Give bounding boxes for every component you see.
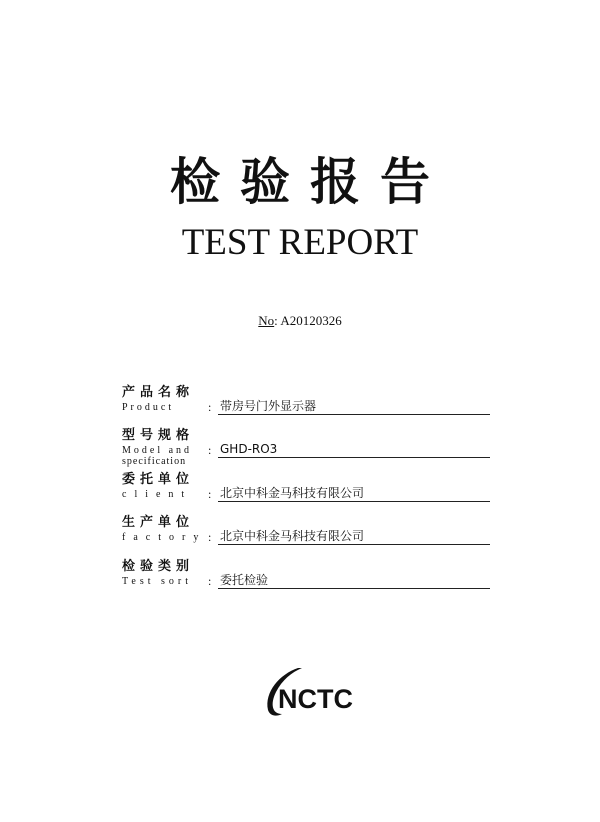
field-product [122,385,488,415]
field-model-label-en2: specification [122,456,187,467]
field-test-sort-value: 委托检验 [218,573,490,589]
nctc-logo-text: NCTC [278,684,353,714]
field-model-label-en: Model and [122,445,193,456]
field-product-colon: : [208,400,212,414]
field-client-colon: : [208,487,212,501]
field-model-value: GHD-RO3 [218,442,490,458]
field-product-label-cn: 产品名称 [122,385,195,400]
field-client-label-cn: 委托单位 [122,472,195,487]
nctc-logo [258,664,358,720]
field-client [122,472,488,502]
report-number-separator: : [274,313,281,328]
field-product-label-en: Product [122,402,175,413]
field-model-colon: : [208,443,212,457]
field-test-sort-label-en: Test sort [122,576,193,587]
report-title-chinese: 检验报告 [170,153,450,211]
field-client-value: 北京中科金马科技有限公司 [218,486,490,502]
field-model-label-cn: 型号规格 [122,428,195,443]
field-factory [122,515,488,545]
field-factory-value: 北京中科金马科技有限公司 [218,529,490,545]
field-product-value: 带房号门外显示器 [218,399,490,415]
report-number-label: No [258,313,275,328]
field-client-label-en: client [122,489,193,500]
field-test-sort-colon: : [208,574,212,588]
report-number-value: A20120326 [280,313,342,328]
report-number [0,313,600,329]
field-factory-label-cn: 生产单位 [122,515,195,530]
field-model [122,428,488,468]
report-title-english: TEST REPORT [181,222,419,263]
field-factory-colon: : [208,530,212,544]
field-test-sort [122,559,488,589]
field-factory-label-en: factory [122,532,207,543]
field-test-sort-label-cn: 检验类别 [122,559,195,574]
